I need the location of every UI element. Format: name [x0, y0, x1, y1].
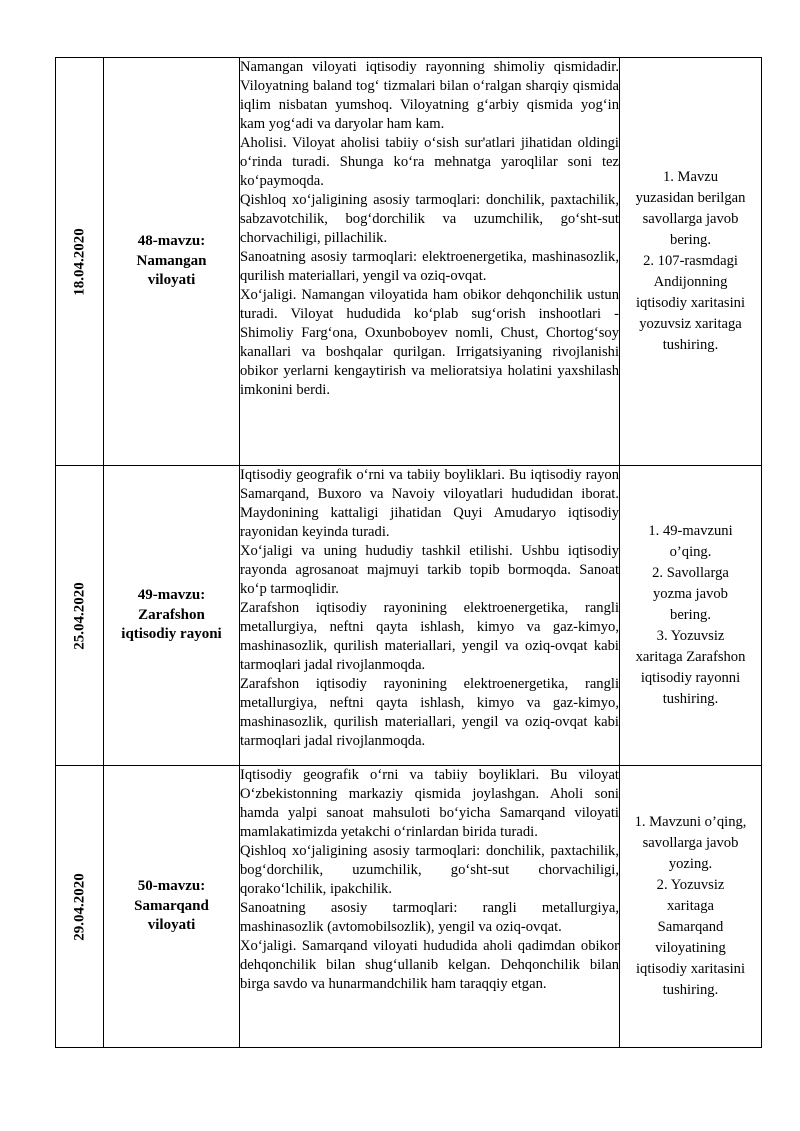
task-line: iqtisodiy xaritasini	[635, 961, 746, 977]
date-cell	[56, 466, 104, 766]
content-paragraph: Aholisi. Viloyat aholisi tabiiy o‘sish sur'atlari jihatidan oldingi o‘rinda turadi. Shunga ko‘ra mehnatga yaroqlilar soni tez ko‘paymoqda.	[240, 135, 619, 189]
topic-title-line: Zarafshon	[138, 606, 205, 623]
topic-number: 50-mavzu:	[137, 878, 206, 895]
date-cell	[56, 58, 104, 466]
task-line: 1. Mavzuni o’qing,	[634, 814, 747, 830]
task-line: bering.	[670, 607, 711, 623]
task-line: tushiring.	[662, 691, 719, 707]
task-line: yuzasidan berilgan	[635, 190, 746, 206]
topic-title-line: viloyati	[147, 272, 196, 289]
content-paragraph: Iqtisodiy geografik o‘rni va tabiiy boyliklari. Bu viloyat O‘zbekistonning markaziy qismida joylashgan. Aholi soni hamda yalpi sanoat mahsuloti bo‘yicha Samarqand viloyati mamlakatimizda yetakchi o‘rinlardan birida turadi.	[240, 767, 619, 840]
task-cell	[620, 766, 762, 1048]
task-line: Samarqand	[657, 919, 724, 935]
topic-number: 48-mavzu:	[137, 233, 206, 250]
topic-cell	[104, 466, 240, 766]
table-row	[56, 466, 762, 766]
content-paragraph: Sanoatning asosiy tarmoqlari: elektroenergetika, mashinasozlik, qurilish materiallari, yengil va oziq-ovqat.	[240, 249, 619, 284]
task-line: savollarga javob	[642, 211, 739, 227]
task-line: Andijonning	[653, 274, 728, 290]
lesson-date: 29.04.2020	[71, 872, 87, 941]
task-line: o’qing.	[669, 544, 712, 560]
task-line: xaritaga Zarafshon	[635, 649, 746, 665]
date-cell	[56, 766, 104, 1048]
topic-cell	[104, 58, 240, 466]
topic-title-line: viloyati	[147, 917, 196, 934]
content-cell	[240, 58, 620, 466]
topic-cell	[104, 766, 240, 1048]
topic-title-line: Namangan	[136, 252, 207, 269]
task-line: yozma javob	[653, 586, 728, 602]
task-line: bering.	[670, 232, 711, 248]
topic-number: 49-mavzu:	[137, 587, 206, 604]
content-paragraph: Sanoatning asosiy tarmoqlari: rangli metallurgiya, mashinasozlik (avtomobilsozlik), yengil va oziq-ovqat.	[240, 900, 619, 935]
content-paragraph: Xo‘jaligi. Samarqand viloyati hududida aholi qadimdan obikor dehqonchilik bilan shug‘ullanib kelgan. Dehqonchilik bilan birga savdo va hunarmandchilik ham taraqqiy etgan.	[240, 938, 619, 992]
task-line: iqtisodiy xaritasini	[635, 295, 746, 311]
task-line: iqtisodiy rayonni	[640, 670, 741, 686]
content-paragraph: Zarafshon iqtisodiy rayonining elektroenergetika, rangli metallurgiya, neftni qayta ishlash, kimyo va gaz-kimyo, mashinasozlik, qurilish materiallari, yengil va oziq-ovqat kabi tarmoqlari jadal rivojlanmoqda.	[240, 600, 619, 673]
task-cell	[620, 58, 762, 466]
task-cell	[620, 466, 762, 766]
task-line: 1. 49-mavzuni	[648, 523, 733, 539]
task-line: tushiring.	[662, 982, 719, 998]
task-line: yozuvsiz xaritaga	[639, 316, 742, 332]
content-paragraph: Namangan viloyati iqtisodiy rayonning shimoliy qismidadir. Viloyatning baland tog‘ tizmalari bilan o‘ralgan sharqiy qismida iqlim nisbatan yumshoq. Viloyatning g‘arbiy qismida yog‘in kam yog‘adi va daryolar ham kam.	[240, 59, 619, 132]
lesson-date: 18.04.2020	[71, 227, 87, 296]
task-line: 2. Yozuvsiz	[656, 877, 725, 893]
content-cell	[240, 766, 620, 1048]
task-line: 3. Yozuvsiz	[656, 628, 725, 644]
content-paragraph: Iqtisodiy geografik o‘rni va tabiiy boyliklari. Bu iqtisodiy rayon Samarqand, Buxoro va Navoiy viloyatlari hududidan iborat. Maydonining kattaligi jihatidan Quyi Amudaryo iqtisodiy rayonidan keyinda turadi.	[240, 467, 619, 540]
table-row	[56, 58, 762, 466]
content-paragraph: Qishloq xo‘jaligining asosiy tarmoqlari: donchilik, paxtachilik, sabzavotchilik, bog‘dorchilik va uzumchilik, go‘sht-sut chorvachiligi, pillachilik.	[240, 192, 619, 246]
content-cell	[240, 466, 620, 766]
task-line: xaritaga	[667, 898, 714, 914]
task-line: 1. Mavzu	[662, 169, 719, 185]
task-line: savollarga javob	[642, 835, 739, 851]
topic-title-line: iqtisodiy rayoni	[121, 626, 222, 643]
lesson-date: 25.04.2020	[71, 581, 87, 650]
content-paragraph: Qishloq xo‘jaligining asosiy tarmoqlari: donchilik, paxtachilik, bog‘dorchilik, uzumchilik, go‘sht-sut chorvachiligi, qorako‘lchilik, ipakchilik.	[240, 843, 619, 897]
task-line: viloyatining	[655, 940, 726, 956]
lesson-plan-table	[55, 57, 762, 1048]
content-paragraph: Xo‘jaligi va uning hududiy tashkil etilishi. Ushbu iqtisodiy rayonda agrosanoat majmuyi tarkib topib bormoqda. Sanoat ko‘p tarmoqlidir.	[240, 543, 619, 597]
table-row	[56, 766, 762, 1048]
task-line: tushiring.	[662, 337, 719, 353]
topic-title-line: Samarqand	[134, 897, 209, 914]
task-line: 2. 107-rasmdagi	[643, 253, 738, 269]
content-paragraph: Zarafshon iqtisodiy rayonining elektroenergetika, rangli metallurgiya, neftni qayta ishlash, kimyo va gaz-kimyo, mashinasozlik, qurilish materiallari, yengil va oziq-ovqat kabi tarmoqlari jadal rivojlanmoqda.	[240, 676, 619, 749]
task-line: yozing.	[668, 856, 713, 872]
content-paragraph: Xo‘jaligi. Namangan viloyatida ham obikor dehqonchilik ustun turadi. Viloyat hududida ko‘plab sug‘orish inshootlari - Shimoliy Farg‘ona, Oxunboboyev nomli, Chust, Chortog‘soy kanallari va boshqalar qurilgan. Irrigatsiyaning rivojlanishi obikor yerlarni kengaytirish va melioratsiya holatini yaxshilash imkonini berdi.	[240, 287, 619, 398]
task-line: 2. Savollarga	[652, 565, 729, 581]
